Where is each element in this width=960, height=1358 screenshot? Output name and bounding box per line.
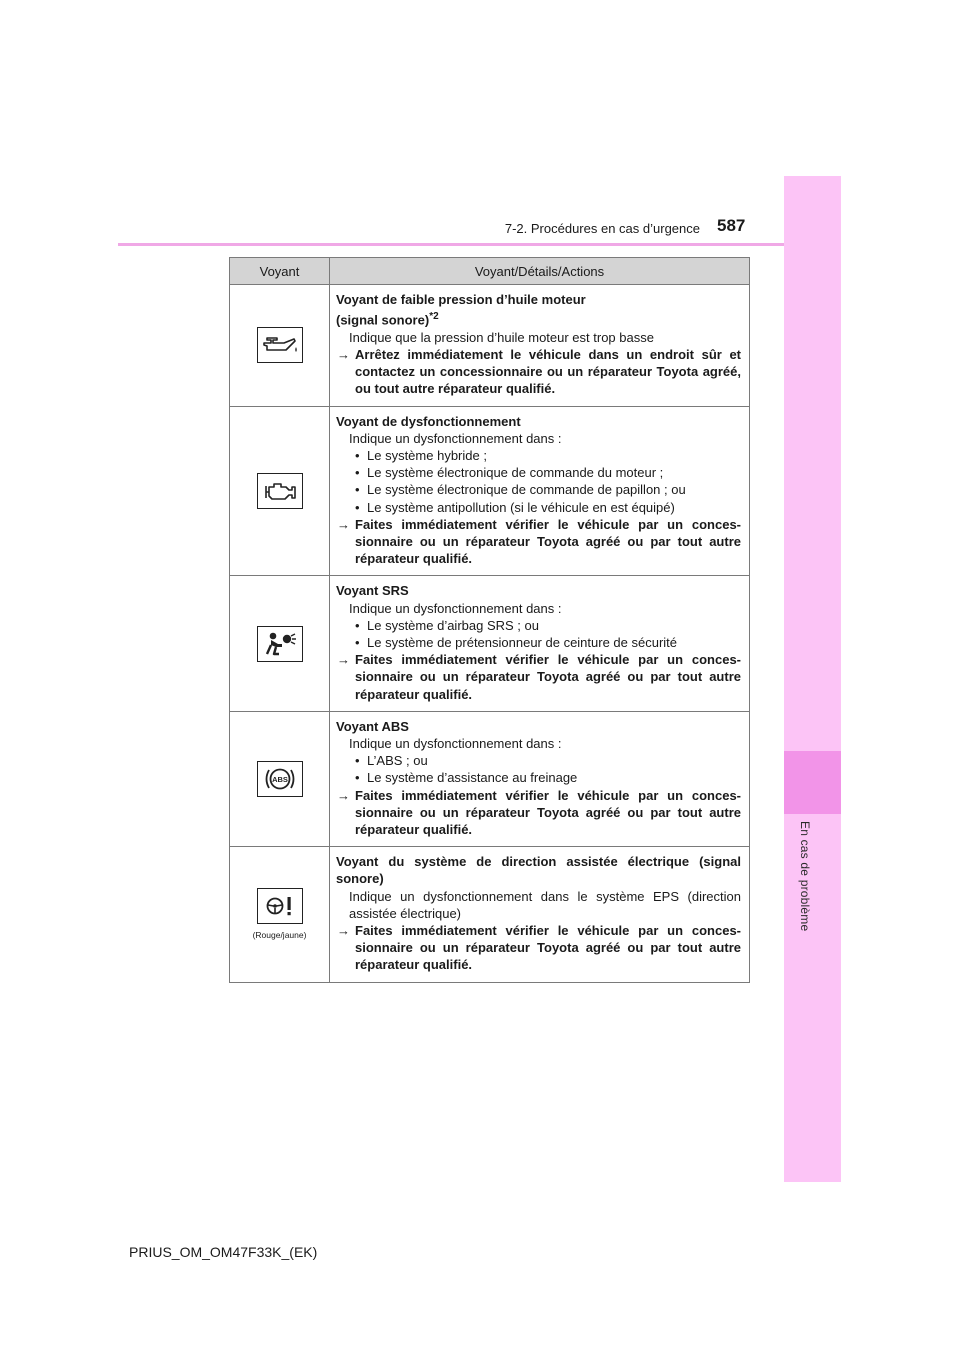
list-item: • Le système hybride ; [355,447,741,464]
entry-description: Indique un dysfonctionnement dans : [349,600,562,616]
entry-description: Indique un dysfonctionnement dans : [349,736,562,751]
table-header-row [230,258,750,285]
description-cell [330,285,750,407]
icon-caption: (Rouge/jaune) [252,930,307,941]
chapter-number: 7 [809,1341,816,1355]
entry-action: → Faites immédiatement vérifier le véhicule par un conces-sionnaire ou un réparateur Toyota agréé ou par tout autre réparateur qualifié. [337,923,741,973]
description-cell [330,711,750,846]
table-row [230,847,750,982]
entry-title: Voyant du système de direction assistée électrique (signal sonore) [336,854,741,887]
entry-action: → Faites immédiatement vérifier le véhicule par un conces-sionnaire ou un réparateur Toyota agréé ou par tout autre réparateur qualifié. [337,652,741,702]
list-item: • Le système électronique de commande de papillon ; ou [355,481,741,498]
icon-cell [230,576,330,711]
section-title: 7-2. Procédures en cas d’urgence [504,221,700,236]
bullet-list [336,752,741,786]
list-item: • L’ABS ; ou [355,752,741,769]
footnote-marker: *2 [429,311,439,323]
list-item: • Le système électronique de commande du moteur ; [355,464,741,481]
entry-title: Voyant de faible pression d’huile moteur (signal sonore)$^{*2}$ [336,292,586,328]
icon-cell [230,847,330,982]
engine-icon [257,473,303,509]
arrow-icon: → [337,787,350,803]
document-code: PRIUS_OM_OM47F33K_(EK) [129,1244,318,1260]
entry-title: Voyant SRS [336,583,409,599]
chapter-title: En cas de problème [798,821,812,932]
warning-lights-table [229,257,750,983]
list-item: • Le système de prétensionneur de ceinture de sécurité [355,634,741,651]
description-cell [330,576,750,711]
description-cell [330,406,750,576]
table-row [230,285,750,407]
entry-action: → Arrêtez immédiatement le véhicule dans un endroit sûr et contactez un concessionnaire ou un réparateur Toyota agréé, ou tout autre réparateur qualifié. [337,346,741,397]
header-icon-column: Voyant [230,258,330,285]
list-item: • Le système antipollution (si le véhicule en est équipé) [355,499,741,516]
chapter-side-tab[interactable] [784,176,841,1355]
entry-description: Indique un dysfonctionnement dans le système EPS (direction assistée électrique) [349,888,741,921]
table-row [230,711,750,846]
airbag-icon [257,626,303,662]
header-details-column: Voyant/Détails/Actions [330,258,750,285]
oil-can-icon [257,327,303,363]
icon-cell [230,285,330,407]
description-cell [330,847,750,982]
arrow-icon: → [337,346,350,362]
arrow-icon: → [337,652,350,668]
arrow-icon: → [337,923,350,939]
abs-icon-label: ABS [271,775,288,784]
icon-cell [230,711,330,846]
arrow-icon: → [337,516,350,532]
steering-warning-icon [257,888,303,924]
list-item: • Le système d’assistance au freinage [355,769,741,786]
entry-action: → Faites immédiatement vérifier le véhicule par un conces-sionnaire ou un réparateur Toyota agréé ou par tout autre réparateur qualifié. [337,787,741,838]
page-number: 587 [717,216,746,235]
abs-icon [257,761,303,797]
list-item: • Le système d’airbag SRS ; ou [355,617,741,634]
entry-title: Voyant de dysfonctionnement [336,413,521,429]
table-row [230,406,750,576]
bullet-list [336,447,741,516]
table-row [230,576,750,711]
bullet-list [336,617,741,651]
icon-cell [230,406,330,576]
entry-action: → Faites immédiatement vérifier le véhicule par un conces-sionnaire ou un réparateur Toyota agréé ou par tout autre réparateur qualifié. [337,516,741,567]
entry-description: Indique que la pression d’huile moteur est trop basse [349,329,654,345]
entry-title: Voyant ABS [336,718,409,734]
header-rule [118,243,841,246]
entry-description: Indique un dysfonctionnement dans : [349,430,562,446]
